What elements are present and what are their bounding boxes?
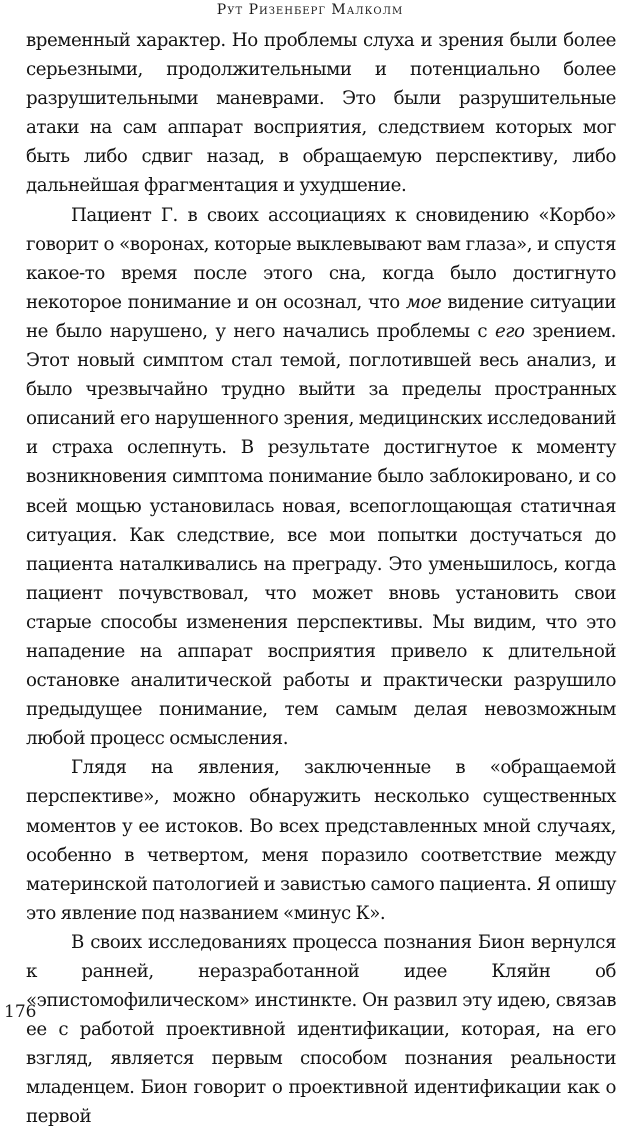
paragraph-1: временный характер. Но проблемы слуха и зрения были более серьезными, продолжительными и потенциально более разрушительными маневрами. Это были разрушительные атаки на сам аппарат восприятия, следствием которых мог быть либо сдвиг назад, в обращаемую перспективу, либо дальнейшая фрагментация и ухудшение. xyxy=(26,30,616,197)
paragraph-2-part-3: зрением. Этот новый симптом стал темой, поглотившей весь анализ, и было чрезвычайно трудно выйти за пределы пространных описаний его нарушенного зрения, медицинских исследований и страха ослепнуть. В результате достигнутое к моменту возникновения симптома понимание было заблокировано, и со всей мощью установилась новая, всепоглощающая статичная ситуация. Как следствие, все мои попытки достучаться до пациента наталкивались на преграду. Это уменьшилось, когда пациент почувствовал, что может вновь установить свои старые способы изменения перспективы. Мы видим, что это нападение на аппарат восприятия привело к длительной остановке аналитической работы и практически разрушило предыдущее понимание, тем самым делая невозможным любой процесс осмысления. xyxy=(26,320,616,750)
paragraph-2 xyxy=(26,201,616,754)
paragraph-3: Глядя на явления, заключенные в «обращаемой перспективе», можно обнаружить несколько существенных моментов у ее истоков. Во всех представленных мной случаях, особенно в четвертом, меня поразило соответствие между материнской патологией и завистью самого пациента. Я опишу это явление под названием «минус К». xyxy=(26,757,616,924)
running-head-author: Рут Ризенберг Малколм xyxy=(216,2,404,18)
paragraph-2-part-1: Пациент Г. в своих ассоциациях к сновидению «Корбо» говорит о «воронах, которые выклевывают вам глаза», и спустя какое-то время после этого сна, когда было достигнуто некоторое понимание и он осознал, что xyxy=(26,204,616,313)
page-number: 176 xyxy=(4,1002,37,1022)
paragraph-4: В своих исследованиях процесса познания Бион вернулся к ранней, неразработанной идее Кляйн об «эпистомофилическом» инстинкте. Он развил эту идею, связав ее с работой проективной идентификации, которая, на его взгляд, является первым способом познания реальности младенцем. Бион говорит о проективной идентификации как о первой xyxy=(26,931,616,1128)
body-text xyxy=(26,26,616,1132)
paragraph-2-part-2: видение ситуации не было нарушено, у него начались проблемы с xyxy=(26,291,616,342)
paragraph-2-italic-moe: мое xyxy=(405,291,442,313)
paragraph-2-italic-ego: его xyxy=(494,320,525,342)
